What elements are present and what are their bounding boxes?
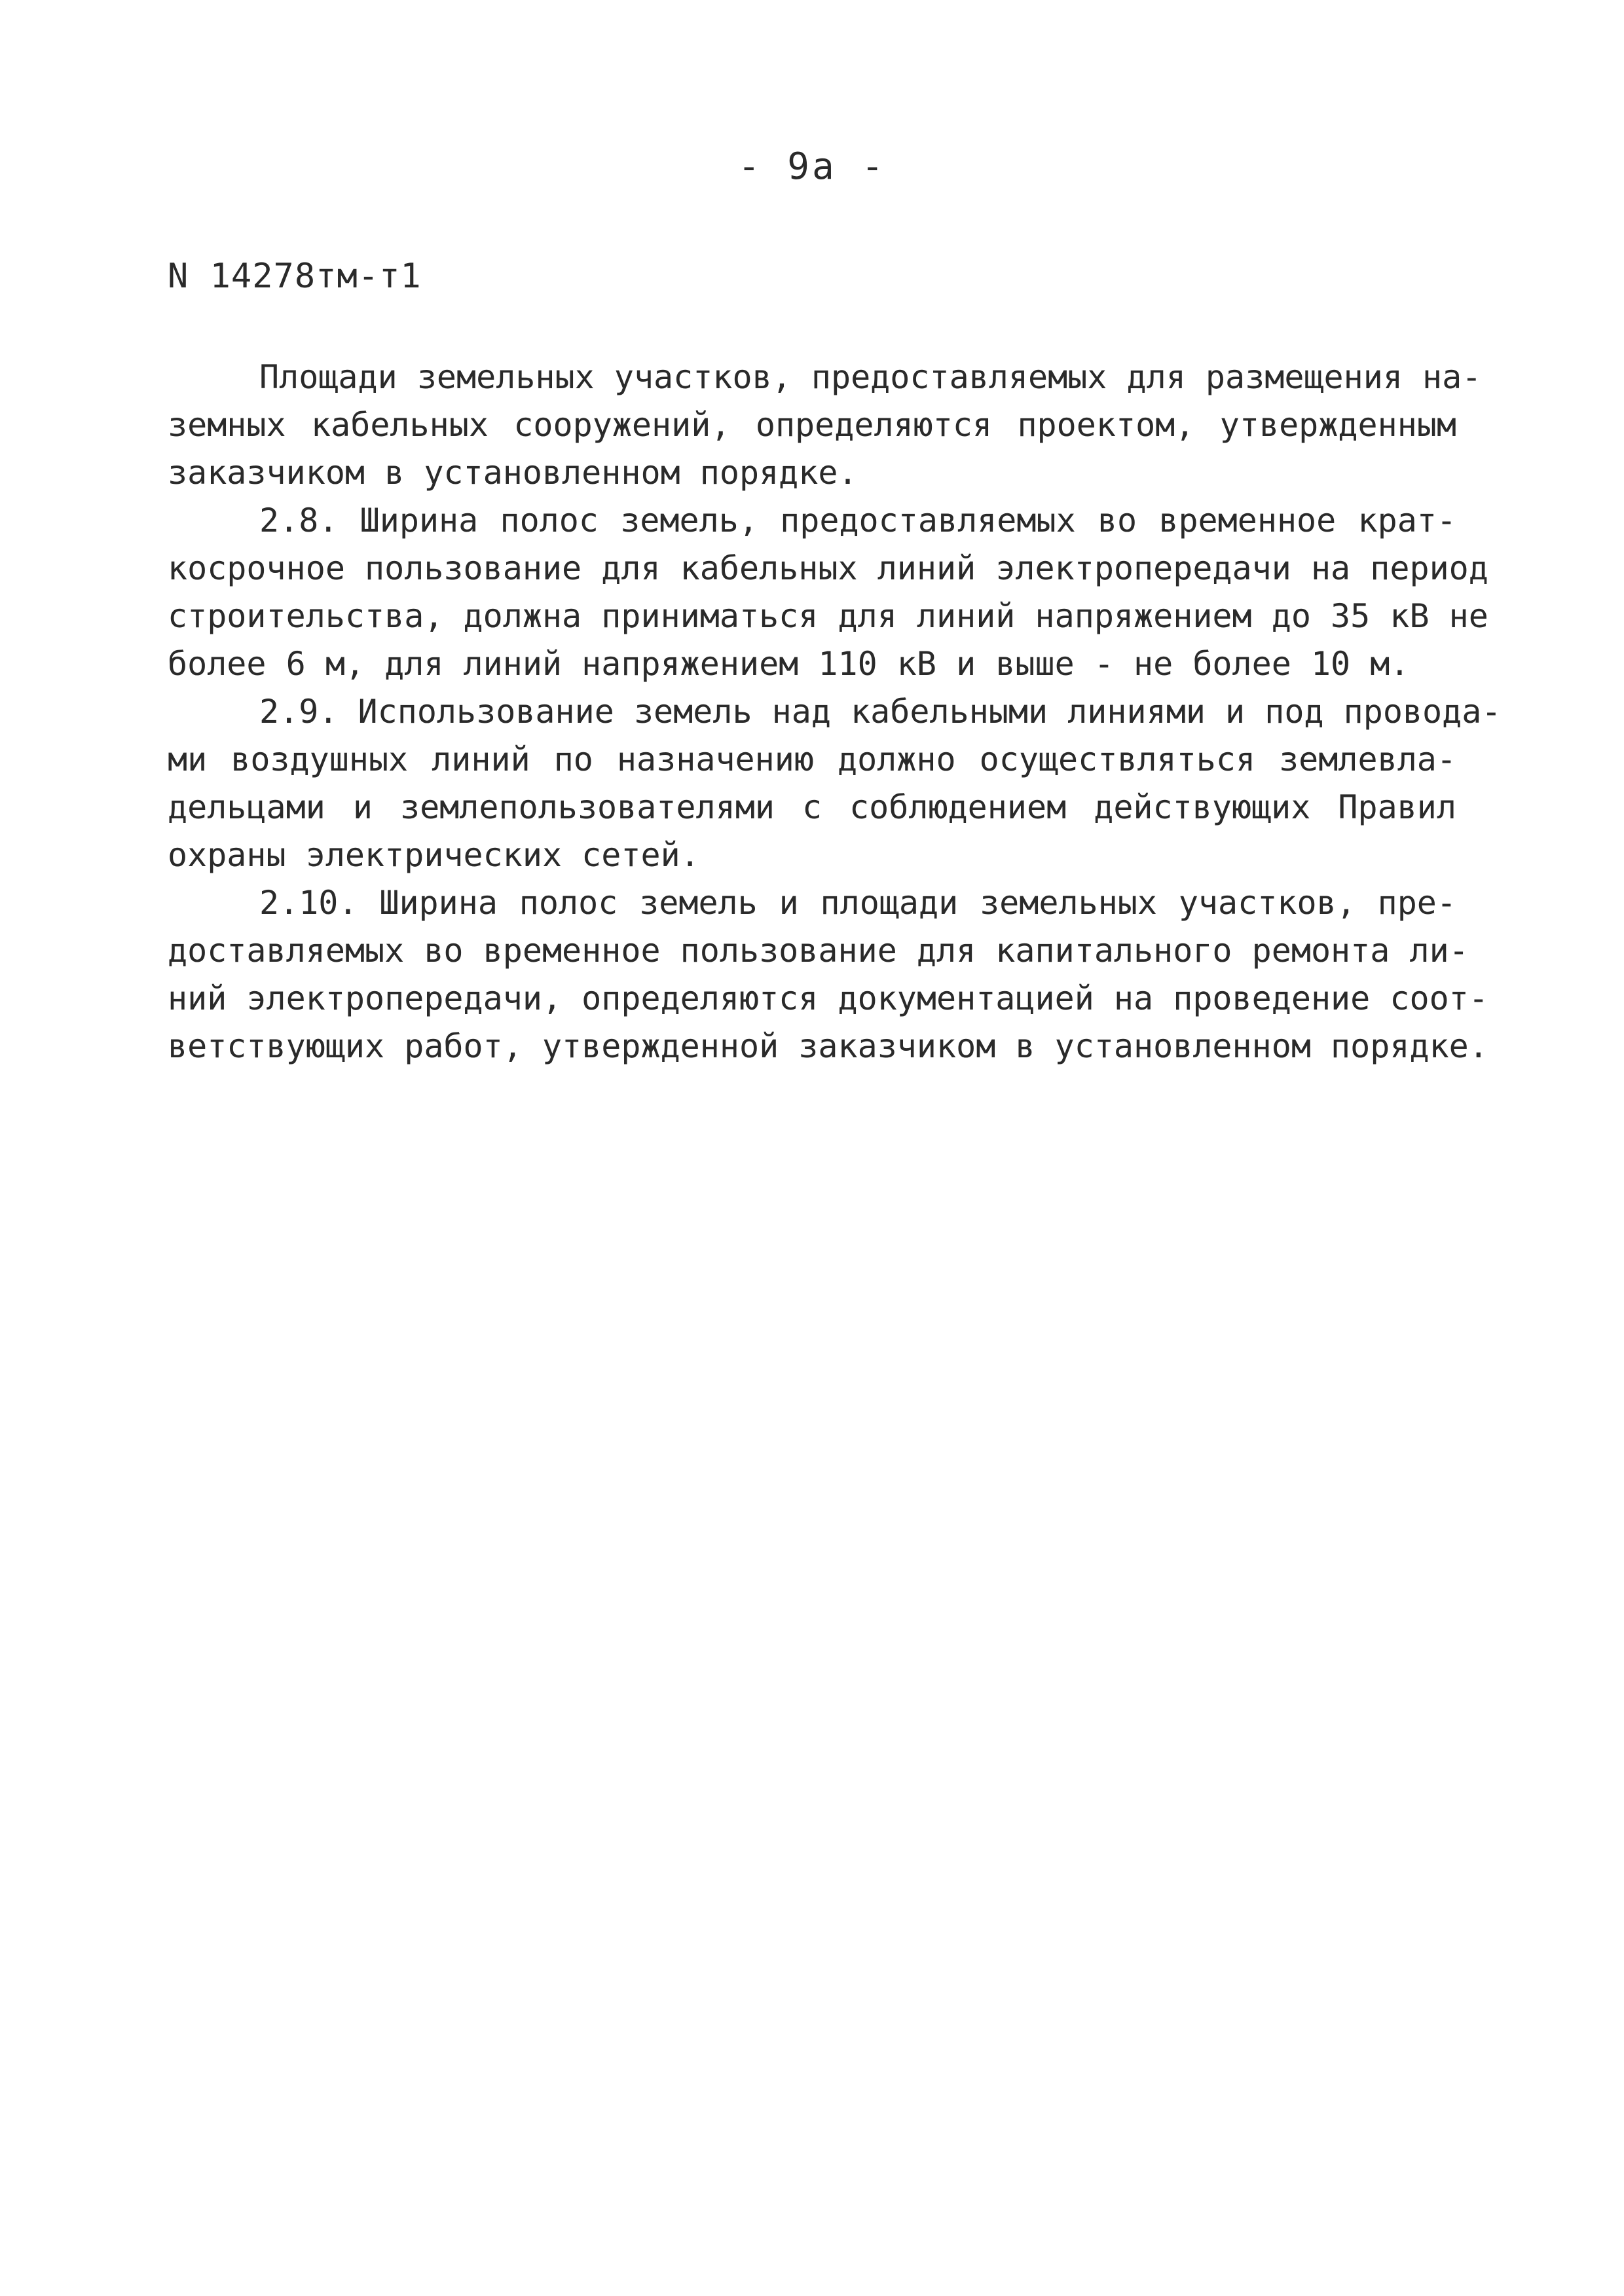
text-line: дельцами и землепользователями с соблюдением действующих Правил [168, 788, 1456, 826]
text-line: доставляемых во временное пользование для капитального ремонта ли- [168, 932, 1469, 970]
body-text [168, 354, 1502, 1070]
text-line: ветствующих работ, утвержденной заказчиком в установленном порядке. [168, 1027, 1488, 1065]
text-line: Площади земельных участков, предоставляемых для размещения на- [259, 358, 1482, 396]
text-line: косрочное пользование для кабельных линий электропередачи на период [168, 549, 1488, 587]
page-number: - 9а - [737, 145, 887, 188]
text-line: ний электропередачи, определяются документацией на проведение соот- [168, 979, 1488, 1017]
text-line: 2.8. Ширина полос земель, предоставляемых во временное крат- [259, 501, 1456, 539]
text-line: охраны электрических сетей. [168, 836, 700, 874]
text-line: земных кабельных сооружений, определяются проектом, утвержденным [168, 406, 1456, 444]
text-line: более 6 м, для линий напряжением 110 кВ и выше - не более 10 м. [168, 645, 1410, 683]
document-number: N 14278тм-т1 [168, 257, 422, 296]
text-line: 2.9. Использование земель над кабельными линиями и под провода- [259, 693, 1502, 731]
text-line: 2.10. Ширина полос земель и площади земельных участков, пре- [259, 884, 1456, 922]
text-line: ми воздушных линий по назначению должно осуществляться землевла- [168, 740, 1456, 778]
text-line: заказчиком в установленном порядке. [168, 454, 858, 492]
text-line: строительства, должна приниматься для линий напряжением до 35 кВ не [168, 597, 1488, 635]
